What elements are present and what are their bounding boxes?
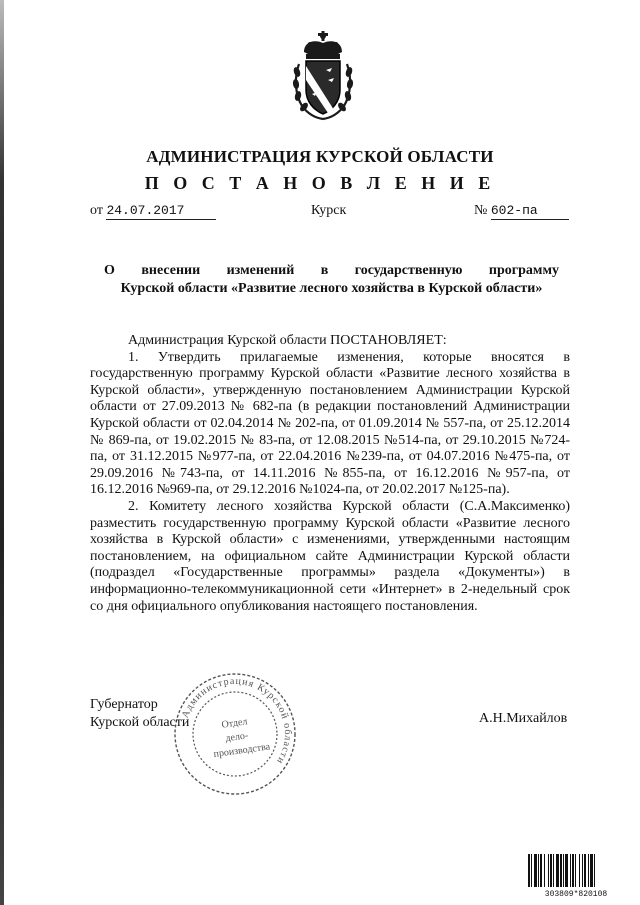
date-prefix: от bbox=[90, 203, 103, 218]
document-type-title: П О С Т А Н О В Л Е Н И Е bbox=[144, 173, 496, 193]
barcode-bar bbox=[570, 854, 571, 887]
signature-title-line-1: Губернатор bbox=[90, 697, 158, 712]
official-stamp bbox=[171, 670, 299, 798]
document-subject bbox=[104, 262, 559, 298]
number-prefix: № bbox=[474, 203, 488, 218]
barcode-bar bbox=[534, 854, 537, 887]
scan-edge bbox=[0, 0, 4, 905]
barcode-bar bbox=[575, 854, 576, 887]
barcode-bar bbox=[548, 854, 549, 887]
barcode-bar bbox=[588, 854, 589, 887]
body-paragraph-2: 2. Комитету лесного хозяйства Курской области (С.А.Максименко) разместить государственную программу Курской области «Развитие лесного хозяйства в Курской области» с изменениями, утвержденными настоящим постановлением, на официальном сайте Администрации Курской области (подраздел «Государственные программы» раздела «Документы») в информационно-телекоммуникационной сети «Интернет» в 2-недельный срок со дня официального опубликования настоящего постановления. bbox=[90, 498, 570, 614]
stamp-line-1: Отдел bbox=[220, 716, 249, 731]
stamp-line-2: дело- bbox=[224, 730, 249, 745]
barcode-bar bbox=[594, 854, 595, 887]
barcode-bar bbox=[544, 854, 545, 887]
barcode-bar bbox=[556, 854, 559, 887]
document-city: Курск bbox=[311, 203, 347, 218]
barcode-number: 303809*820108 bbox=[544, 890, 608, 898]
barcode-bar bbox=[540, 854, 542, 887]
barcode-bar bbox=[584, 854, 586, 887]
document-body bbox=[90, 333, 570, 615]
signature-title-line-2: Курской области bbox=[90, 715, 190, 730]
barcode-bar bbox=[582, 854, 583, 887]
barcode-bar bbox=[565, 854, 568, 887]
body-intro: Администрация Курской области ПОСТАНОВЛЯЕТ: bbox=[128, 333, 447, 348]
subject-line-1: О внесении изменений в государственную программу bbox=[104, 263, 559, 278]
barcode-bar bbox=[528, 854, 530, 887]
barcode-bar bbox=[590, 854, 593, 887]
barcode-bar bbox=[579, 854, 580, 887]
organization-title: АДМИНИСТРАЦИЯ КУРСКОЙ ОБЛАСТИ bbox=[146, 147, 494, 166]
barcode-bar bbox=[563, 854, 564, 887]
signatory-name: А.Н.Михайлов bbox=[479, 711, 568, 726]
subject-line-2: Курской области «Развитие лесного хозяйства в Курской области» bbox=[120, 281, 543, 296]
document-date: 24.07.2017 bbox=[106, 203, 216, 220]
barcode-bar bbox=[531, 854, 532, 887]
stamp-ring-text: Администрация Курской области bbox=[179, 675, 294, 767]
barcode-bar bbox=[538, 854, 539, 887]
barcode-bar bbox=[560, 854, 562, 887]
body-paragraph-1: 1. Утвердить прилагаемые изменения, которые вносятся в государственную программу Курской области «Развитие лесного хозяйства в Курской области», утвержденную постановлением Администрации Курской области от 27.09.2013 № 682-па (в редакции постановлений Администрации Курской области от 02.04.2014 № 202-па, от 01.09.2014 № 557-па, от 25.12.2014 № 869-па, от 19.02.2015 № 83-па, от 12.08.2015 №514-па, от 29.10.2015 №724-па, от 31.12.2015 №977-па, от 22.04.2016 №239-па, от 04.07.2016 №475-па, от 29.09.2016 №743-па, от 14.11.2016 №855-па, от 16.12.2016 №957-па, от 16.12.2016 №969-па, от 29.12.2016 №1024-па, от 20.02.2017 №125-па). bbox=[90, 349, 570, 498]
document-number: 602-па bbox=[491, 203, 569, 220]
barcode-bar bbox=[553, 854, 554, 887]
signature-title bbox=[90, 696, 189, 732]
coat-of-arms-emblem bbox=[290, 30, 356, 122]
document-barcode bbox=[526, 852, 626, 898]
document-date-field bbox=[90, 203, 216, 220]
barcode-bar bbox=[572, 854, 574, 887]
barcode-bar bbox=[550, 854, 552, 887]
document-number-field bbox=[474, 203, 569, 220]
stamp-line-3: производства bbox=[212, 741, 271, 761]
